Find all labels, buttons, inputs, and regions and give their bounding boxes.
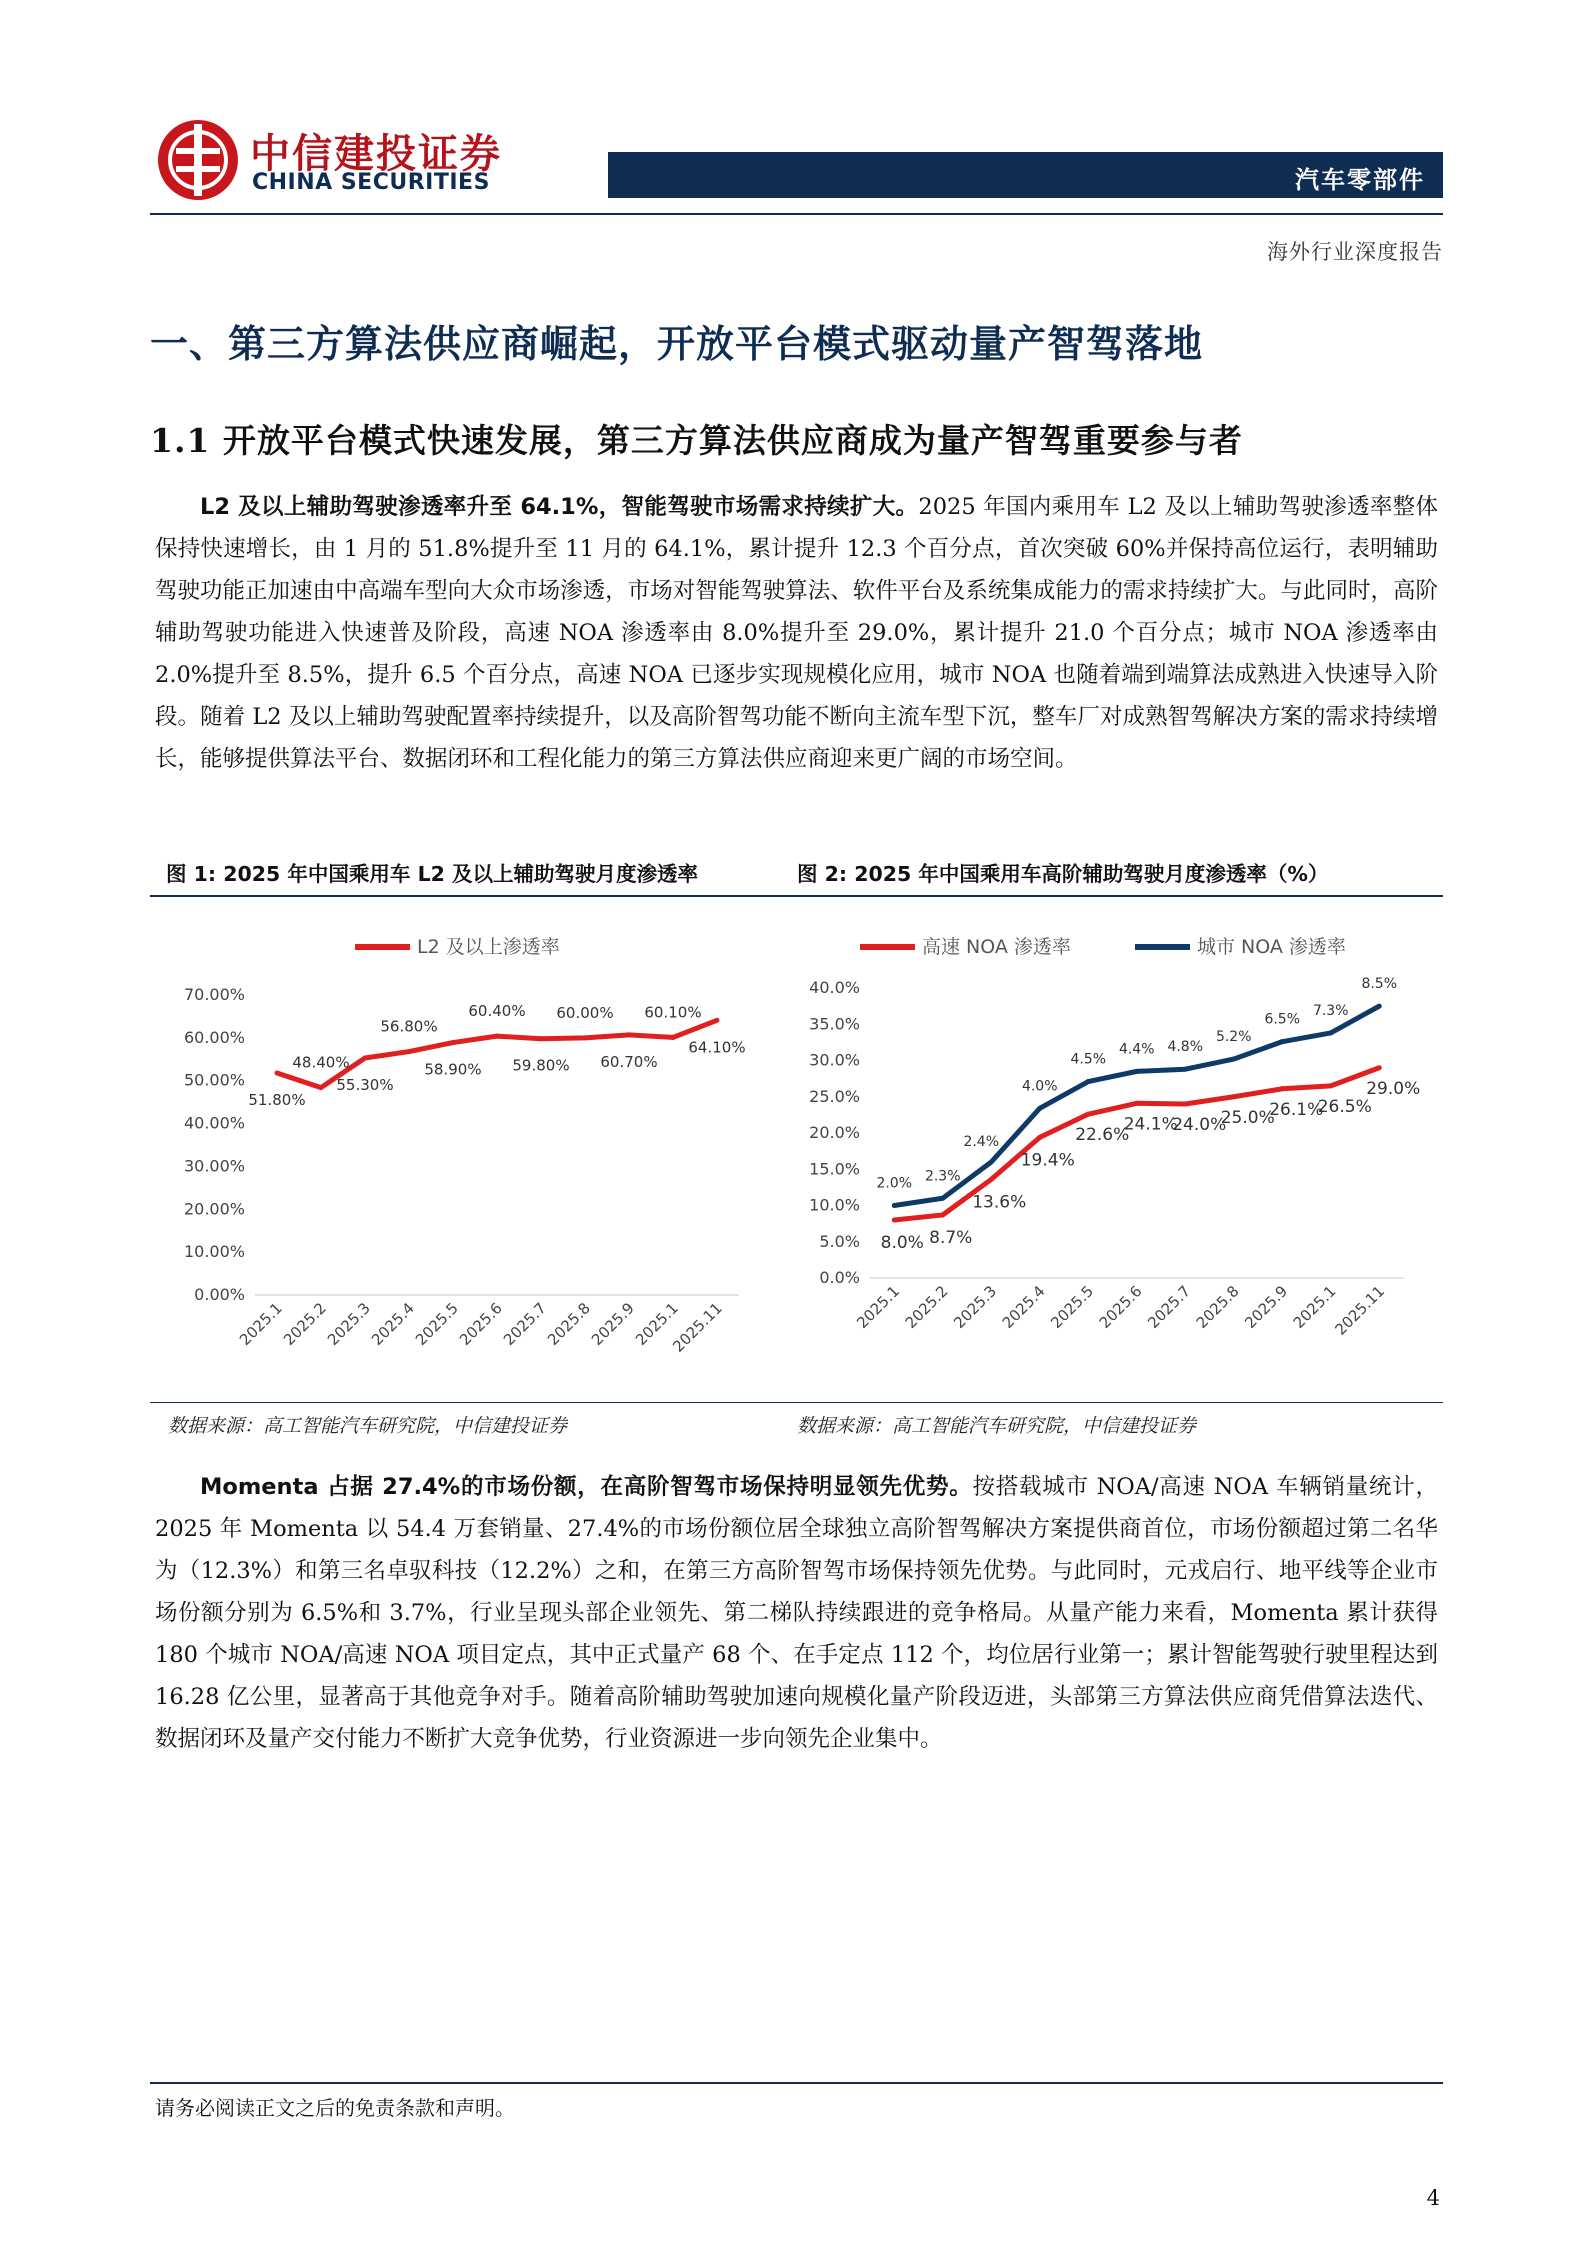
data-point [539,1036,544,1041]
footer-divider [150,2082,1443,2084]
y-tick-label: 0.0% [819,1268,860,1287]
header-divider [150,213,1443,215]
y-tick-label: 70.00% [183,985,245,1004]
data-point [451,1040,456,1045]
x-tick-label: 2025.8 [543,1299,594,1349]
data-point [1377,1065,1382,1070]
paragraph-1-body: 2025 年国内乘用车 L2 及以上辅助驾驶渗透率整体保持快速增长，由 1 月的 51.8%提升至 11 月的 64.1%，累计提升 12.3 个百分点，首次突破 60%并保持高位运行，表明辅助驾驶功能正加速由中高端车型向大众市场渗透，市场对智能驾驶算法、软件平台及系统集成能力的需求持续扩大。与此同时，高阶辅助驾驶功能进入快速普及阶段，高速 NOA 渗透率由 8.0%提升至 29.0%，累计提升 21.0 个百分点；城市 NOA 渗透率由 2.0%提升至 8.5%，提升 6.5 个百分点，高速 NOA 已逐步实现规模化应用，城市 NOA 也随着端到端算法成熟进入快速导入阶段。随着 L2 及以上辅助驾驶配置率持续提升，以及高阶智驾功能不断向主流车型下沉，整车厂对成熟智驾解决方案的需求持续增长，能够提供算法平台、数据闭环和工程化能力的第三方算法供应商迎来更广阔的市场空间。 [155,494,1439,772]
legend-label: L2 及以上渗透率 [417,936,560,958]
report-type: 海外行业深度报告 [1267,240,1443,264]
category-label: 汽车零部件 [1295,166,1425,194]
data-label: 8.7% [929,1227,973,1248]
data-point [1183,1067,1188,1072]
header-category-bar [608,152,1443,198]
data-label: 55.30% [336,1076,394,1094]
data-point [1134,1069,1139,1074]
data-label: 2.4% [963,1134,1000,1150]
y-tick-label: 15.0% [809,1159,860,1179]
y-tick-label: 40.0% [809,978,860,997]
data-point [940,1196,945,1201]
data-point [989,1177,994,1182]
data-point [892,1218,897,1223]
paragraph-2-lead: Momenta 占据 27.4%的市场份额，在高阶智驾市场保持明显领先优势。 [200,1474,973,1500]
data-label: 5.2% [1215,1029,1252,1046]
x-tick-label: 2025.3 [950,1282,1001,1332]
data-point [989,1160,994,1165]
logo-chinese-name: 中信建投证券 [250,131,502,177]
data-point [940,1212,945,1217]
data-label: 7.3% [1312,1002,1349,1019]
x-tick-label: 2025.5 [1047,1282,1098,1332]
x-tick-label: 2025.1 [235,1299,286,1349]
x-tick-label: 2025.1 [1289,1282,1340,1332]
data-point [1086,1079,1091,1084]
figure-1-title: 图 1: 2025 年中国乘用车 L2 及以上辅助驾驶月度渗透率 [166,862,699,886]
x-tick-label: 2025.6 [1095,1282,1146,1332]
data-label: 26.1% [1269,1099,1324,1120]
data-label: 25.0% [1220,1107,1275,1128]
figure-1-source: 数据来源：高工智能汽车研究院，中信建投证券 [168,1415,568,1437]
paragraph-1-lead: L2 及以上辅助驾驶渗透率升至 64.1%，智能驾驶市场需求持续扩大。 [200,494,919,520]
data-point [583,1035,588,1040]
data-point [892,1203,897,1208]
data-point [1328,1083,1333,1088]
x-tick-label: 2025.6 [455,1299,506,1349]
y-tick-label: 50.00% [183,1070,245,1090]
company-logo-icon [156,118,240,202]
data-point [495,1034,500,1039]
chart-noa-penetration [790,905,1443,1395]
y-tick-label: 40.00% [183,1113,245,1133]
y-tick-label: 20.0% [809,1123,860,1142]
y-tick-label: 35.0% [809,1014,860,1034]
data-label: 13.6% [972,1192,1027,1213]
paragraph-2 [155,1466,1438,1760]
data-label: 6.5% [1264,1011,1301,1028]
legend-label: 高速 NOA 渗透率 [922,936,1071,958]
y-tick-label: 10.0% [809,1195,860,1215]
x-tick-label: 2025.11 [1331,1282,1389,1339]
data-label: 59.80% [512,1056,570,1075]
data-label: 24.1% [1123,1114,1178,1135]
data-point [1183,1102,1188,1107]
data-point [1377,1004,1382,1009]
data-label: 60.70% [600,1052,658,1071]
data-point [407,1049,412,1054]
data-label: 19.4% [1020,1150,1075,1171]
data-label: 2.3% [924,1168,961,1185]
figure-top-rule [150,895,1443,897]
data-label: 4.0% [1021,1078,1058,1095]
x-tick-label: 2025.4 [998,1282,1049,1332]
data-label: 4.4% [1118,1041,1155,1058]
x-tick-label: 2025.5 [411,1299,462,1349]
legend-label: 城市 NOA 渗透率 [1197,936,1346,958]
x-tick-label: 2025.1 [853,1282,904,1332]
data-label: 4.5% [1070,1051,1107,1068]
data-label: 56.80% [380,1017,438,1036]
x-tick-label: 2025.2 [279,1299,330,1349]
data-label: 64.10% [688,1038,746,1057]
page-number: 4 [1426,2186,1440,2210]
data-label: 2.0% [876,1175,913,1192]
data-label: 48.40% [292,1053,350,1072]
data-point [1037,1135,1042,1140]
data-label: 4.8% [1167,1039,1204,1056]
x-tick-label: 2025.2 [901,1282,952,1332]
figure-2-title: 图 2: 2025 年中国乘用车高阶辅助驾驶月度渗透率（%） [797,862,1329,886]
data-point [319,1085,324,1090]
y-tick-label: 60.00% [183,1027,245,1047]
data-label: 60.10% [644,1003,702,1022]
y-tick-label: 0.00% [194,1285,245,1304]
y-tick-label: 30.00% [183,1156,245,1176]
x-tick-label: 2025.11 [669,1299,726,1356]
y-tick-label: 5.0% [819,1231,860,1251]
x-tick-label: 2025.9 [587,1299,638,1349]
x-tick-label: 2025.4 [367,1299,418,1349]
data-point [1134,1101,1139,1106]
x-tick-label: 2025.7 [499,1299,550,1349]
section-title: 一、第三方算法供应商崛起，开放平台模式驱动量产智驾落地 [150,322,1204,366]
data-point [1231,1057,1236,1062]
figure-2-source: 数据来源：高工智能汽车研究院，中信建投证券 [797,1415,1197,1437]
data-label: 60.00% [556,1003,614,1022]
footer-disclaimer: 请务必阅读正文之后的免责条款和声明。 [155,2096,515,2120]
x-tick-label: 2025.1 [631,1299,682,1349]
data-point [1280,1039,1285,1044]
y-tick-label: 10.00% [183,1242,245,1262]
figure-bottom-rule [150,1402,1443,1403]
data-label: 8.0% [880,1233,924,1253]
x-tick-label: 2025.9 [1241,1282,1292,1332]
subsection-title: 1.1 开放平台模式快速发展，第三方算法供应商成为量产智驾重要参与者 [150,421,1243,460]
paragraph-2-body: 按搭载城市 NOA/高速 NOA 车辆销量统计，2025 年 Momenta 以 54.4 万套销量、27.4%的市场份额位居全球独立高阶智驾解决方案提供商首位，市场份额超过第二名华为（12.3%）和第三名卓驭科技（12.2%）之和，在第三方高阶智驾市场保持领先优势。与此同时，元戎启行、地平线等企业市场份额分别为 6.5%和 3.7%，行业呈现头部企业领先、第二梯队持续跟进的竞争格局。从量产能力来看，Momenta 累计获得 180 个城市 NOA/高速 NOA 项目定点，其中正式量产 68 个、在手定点 112 个，均位居行业第一；累计智能驾驶行驶里程达到 16.28 亿公里，显著高于其他竞争对手。随着高阶辅助驾驶加速向规模化量产阶段迈进，头部第三方算法供应商凭借算法迭代、数据闭环及量产交付能力不断扩大竞争优势，行业资源进一步向领先企业集中。 [155,1474,1438,1752]
data-label: 22.6% [1075,1125,1130,1146]
data-label: 26.5% [1317,1096,1372,1117]
data-point [363,1056,368,1061]
x-tick-label: 2025.7 [1144,1282,1195,1332]
data-point [1328,1030,1333,1035]
data-label: 29.0% [1366,1078,1421,1099]
data-point [1231,1094,1236,1099]
x-tick-label: 2025.3 [323,1299,374,1349]
data-label: 8.5% [1361,976,1398,993]
data-label: 58.90% [424,1060,482,1079]
data-point [1280,1086,1285,1091]
y-tick-label: 25.0% [809,1086,860,1106]
data-label: 24.0% [1172,1115,1227,1135]
data-point [1086,1112,1091,1117]
data-point [671,1035,676,1040]
data-label: 51.80% [248,1091,306,1109]
x-tick-label: 2025.8 [1192,1282,1243,1332]
chart-l2-penetration [150,905,790,1395]
y-tick-label: 20.00% [183,1199,245,1219]
paragraph-1 [155,486,1438,780]
data-label: 60.40% [468,1002,526,1021]
data-point [627,1032,632,1037]
data-point [1037,1106,1042,1111]
logo-english-name: CHINA SECURITIES [252,170,490,195]
y-tick-label: 30.0% [809,1050,860,1070]
data-point [275,1071,280,1076]
data-point [715,1018,720,1023]
